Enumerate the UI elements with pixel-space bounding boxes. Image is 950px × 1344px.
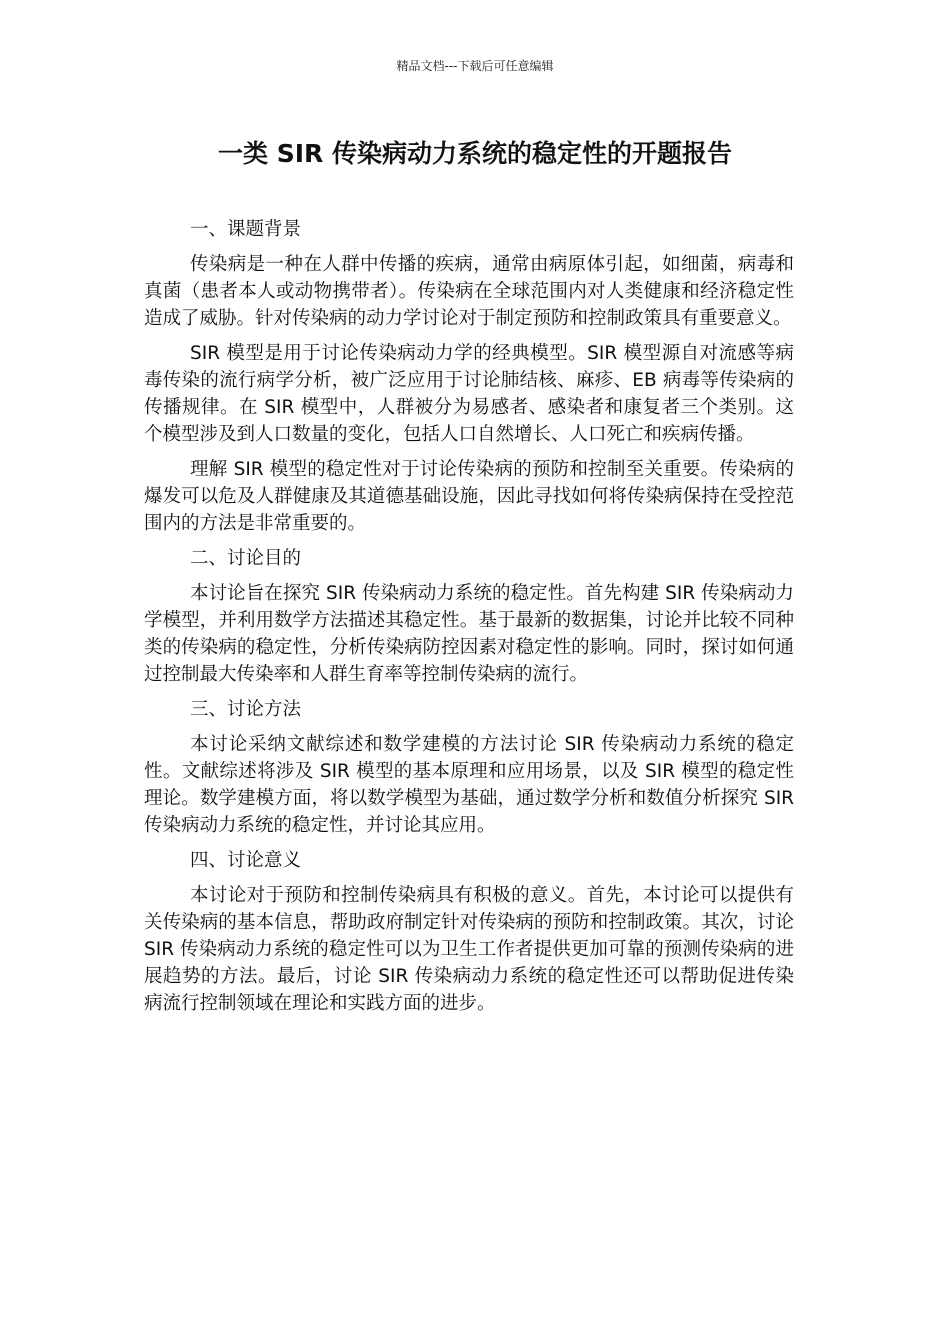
document-title: 一类 SIR 传染病动力系统的稳定性的开题报告 bbox=[218, 139, 732, 168]
paragraph: 传染病是一种在人群中传播的疾病，通常由病原体引起，如细菌，病毒和真菌（患者本人或动物携带者）。传染病在全球范围内对人类健康和经济稳定性造成了威胁。针对传染病的动力学讨论对于制定预防和控制政策具有重要意义。 bbox=[144, 254, 794, 329]
page-header: 精品文档---下载后可任意编辑 bbox=[396, 59, 554, 73]
section-purpose bbox=[144, 545, 794, 688]
section-heading: 三、讨论方法 bbox=[190, 699, 302, 720]
section-significance bbox=[144, 847, 794, 1017]
paragraph: SIR 模型是用于讨论传染病动力学的经典模型。SIR 模型源自对流感等病毒传染的流行病学分析，被广泛应用于讨论肺结核、麻疹、EB 病毒等传染病的传播规律。在 SIR 模型中，人群被分为易感者、感染者和康复者三个类别。这个模型涉及到人口数量的变化，包括人口自然增长、人口死亡和疾病传播。 bbox=[144, 343, 794, 445]
document-body bbox=[144, 216, 794, 1025]
section-method bbox=[144, 696, 794, 839]
section-heading: 一、课题背景 bbox=[190, 219, 302, 240]
section-heading: 二、讨论目的 bbox=[190, 548, 302, 569]
section-background bbox=[144, 216, 794, 537]
paragraph: 本讨论旨在探究 SIR 传染病动力系统的稳定性。首先构建 SIR 传染病动力学模型，并利用数学方法描述其稳定性。基于最新的数据集，讨论并比较不同种类的传染病的稳定性，分析传染病防控因素对稳定性的影响。同时，探讨如何通过控制最大传染率和人群生育率等控制传染病的流行。 bbox=[144, 583, 794, 685]
section-heading: 四、讨论意义 bbox=[190, 850, 302, 871]
paragraph: 本讨论对于预防和控制传染病具有积极的意义。首先，本讨论可以提供有关传染病的基本信息，帮助政府制定针对传染病的预防和控制政策。其次，讨论 SIR 传染病动力系统的稳定性可以为卫生工作者提供更加可靠的预测传染病的进展趋势的方法。最后，讨论 SIR 传染病动力系统的稳定性还可以帮助促进传染病流行控制领域在理论和实践方面的进步。 bbox=[144, 885, 794, 1014]
paragraph: 理解 SIR 模型的稳定性对于讨论传染病的预防和控制至关重要。传染病的爆发可以危及人群健康及其道德基础设施，因此寻找如何将传染病保持在受控范围内的方法是非常重要的。 bbox=[144, 459, 794, 534]
paragraph: 本讨论采纳文献综述和数学建模的方法讨论 SIR 传染病动力系统的稳定性。文献综述将涉及 SIR 模型的基本原理和应用场景，以及 SIR 模型的稳定性理论。数学建模方面，将以数学模型为基础，通过数学分析和数值分析探究 SIR 传染病动力系统的稳定性，并讨论其应用。 bbox=[144, 734, 794, 836]
